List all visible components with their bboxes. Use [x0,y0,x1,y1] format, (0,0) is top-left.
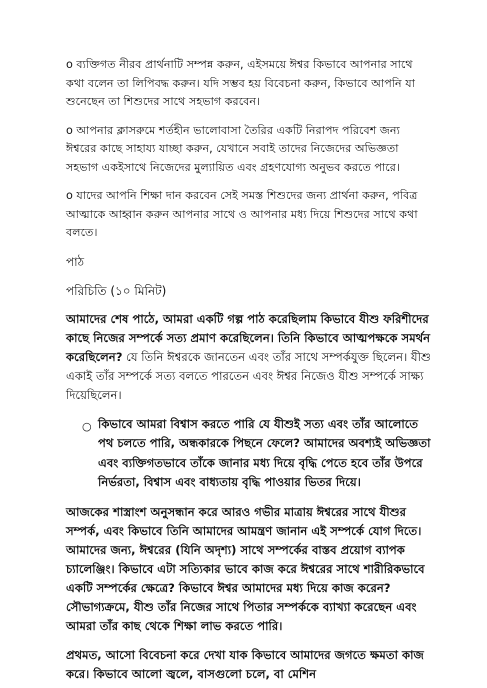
prayer-step-children: o যাদের আপনি শিক্ষা দান করবেন সেই সমস্ত শিশুদের জন্য প্রার্থনা করুন, পবিত্র আত্মাকে আহ্বান করুন আপনার সাথে ও আপনার মধ্য দিয়ে শিশুদের সাথে কথা বলতে। [66,189,418,239]
intro-paragraph-bold: আমাদের শেষ পাঠে, আমরা একটি গল্প পাঠ করেছিলাম কিভাবে যীশু ফরিশীদের কাছে নিজের সম্পর্কে সত্য প্রমাণ করেছিলেন। তিনি কিভাবে আত্মপক্ষকে সমর্থন করেছিলেন? [66,311,431,364]
intro-paragraph [66,310,433,405]
bullet-circle-icon: ○ [82,419,92,433]
power-paragraph: প্রথমত, আসো বিবেচনা করে দেখা যাক কিভাবে আমাদের জগতে ক্ষমতা কাজ করে। কিভাবে আলো জ্বলে, বাসগুলো চলে, বা মেশিন [66,647,424,681]
bullet-item [82,415,433,493]
bullet-text: কিভাবে আমরা বিশ্বাস করতে পারি যে যীশুই সত্য এবং তাঁর আলোতে পথ চলতে পারি, অন্ধকারকে পিছনে ফেলে? আমাদের অবশ্যই অভিজ্ঞতা এবং ব্যক্তিগতভাবে তাঁকে জানার মধ্য দিয়ে বৃদ্ধি পেতে হবে তাঁর উপরে নির্ভরতা, বিশ্বাস এবং বাধ্যতায় বৃদ্ধি পাওয়ার ভিতর দিয়ে। [98,416,431,489]
section-heading: পাঠ [66,254,85,269]
scripture-paragraph: আজকের শাস্ত্রাংশ অনুসন্ধান করে আরও গভীর মাত্রায় ঈশ্বরের সাথে যীশুর সম্পর্ক, এবং কিভাবে তিনি আমাদের আমন্ত্রণ জানান এই সম্পর্কে যোগ দিতে। আমাদের জন্য, ঈশ্বরের (যিনি অদৃশ্য) সাথে সম্পর্কের বাস্তব প্রয়োগ ব্যাপক চ্যালেঞ্জিং। কিভাবে এটা সত্যিকার ভাবে কাজ করে ঈশ্বরের সাথে শারীরিকভাবে একটি সম্পর্কের ক্ষেত্রে? কিভাবে ঈশ্বর আমাদের মধ্য দিয়ে কাজ করেন? সৌভাগ্যক্রমে, যীশু তাঁর নিজের সাথে পিতার সম্পর্ককে ব্যাখ্যা করেছেন এবং আমরা তাঁর কাছ থেকে শিক্ষা লাভ করতে পারি। [66,504,425,633]
prayer-step-classroom: o আপনার ক্লাসরুমে শর্তহীন ভালোবাসা তৈরির একটি নিরাপদ পরিবেশ জন্য ঈশ্বরের কাছে সাহায্য যাচ্ছা করুন, যেখানে সবাই তাদের নিজেদের অভিজ্ঞতা সহভাগ একইসাথে নিজেদের মুল্যায়িত এবং গ্রহণযোগ্য অনুভব করতে পারে। [66,123,400,174]
prayer-step-silent: o ব্যক্তিগত নীরব প্রার্থনাটি সম্পন্ন করুন, এইসময়ে ঈশ্বর কিভাবে আপনার সাথে কথা বলেন তা লিপিবদ্ধ করুন। যদি সম্ভব হয় বিবেচনা করুন, কিভাবে আপনি যা শুনেছেন তা শিশুদের সাথে সহভাগ করবেন। [66,58,415,108]
section-subheading: পরিচিতি (১০ মিনিট) [66,283,167,298]
intro-paragraph-text: যে তিনি ঈশ্বরকে জানতেন এবং তাঁর সাথে সম্পর্কযুক্ত ছিলেন। যীশু একাই তাঁর সম্পর্কে সত্য বলতে পারতেন এবং ঈশ্বর নিজেও যীশু সম্পর্কে সাক্ষ্য দিয়েছিলেন। [66,349,431,402]
